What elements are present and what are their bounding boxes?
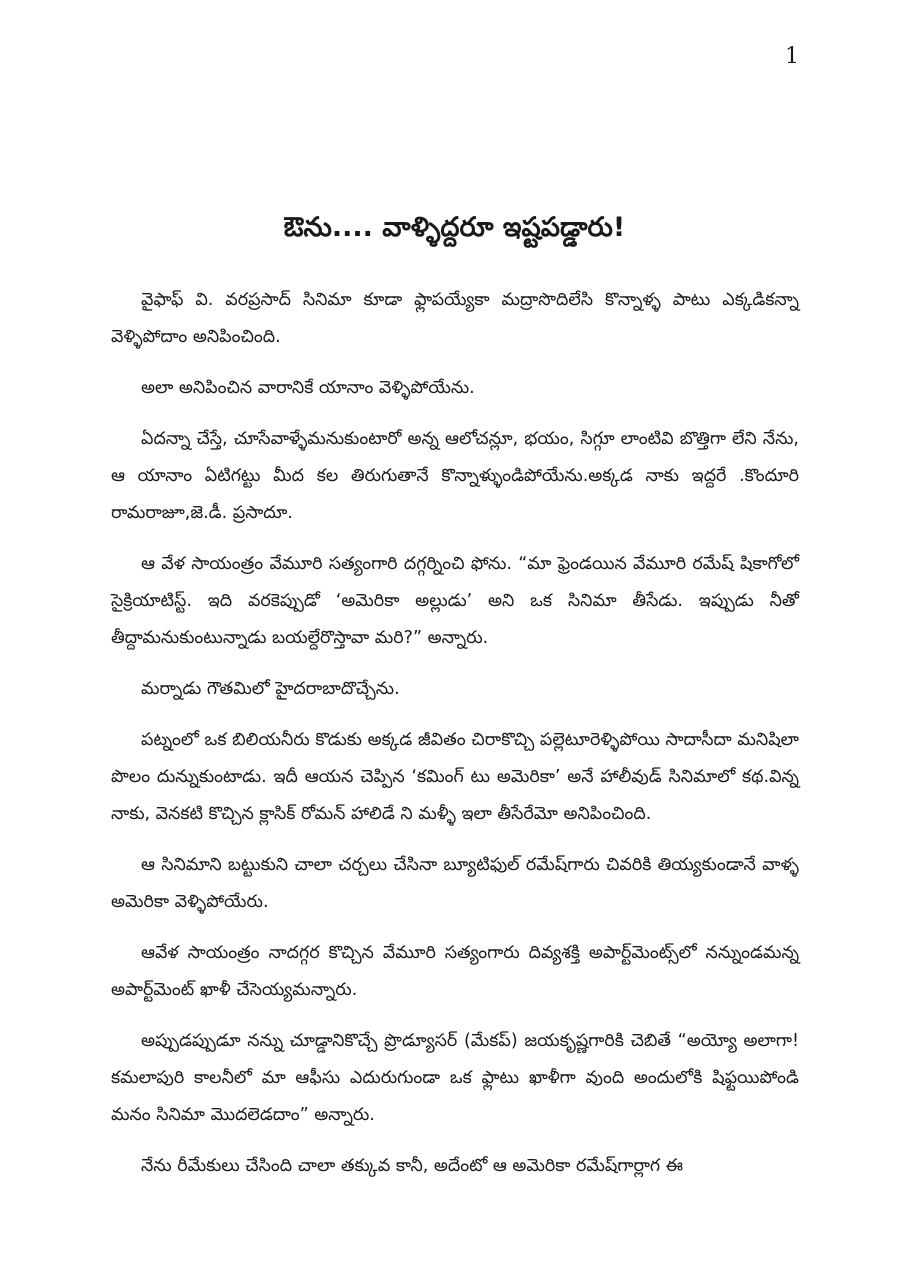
- paragraph: నేను రీమేకులు చేసింది చాలా తక్కువ కానీ, అదేంటో ఆ అమెరికా రమేష్‌గార్లాగ ఈ: [141, 1156, 684, 1176]
- chapter-title: ఔను.... వాళ్ళిద్దరూ ఇష్టపడ్డారు!: [283, 212, 626, 243]
- page-number: 1: [785, 44, 799, 69]
- paragraph: అలా అనిపించిన వారానికే యానాం వెళ్ళిపోయేను.: [141, 378, 475, 398]
- paragraph: పట్నంలో ఒక బిలియనీరు కొడుకు అక్కడ జీవితం చిరాకొచ్చి పల్లెటూరెళ్ళిపోయి సాదాసీదా మనిషిలా పొలం దున్నుకుంటాడు. ఇదీ ఆయన చెప్పిన ‘కమింగ్ టు అమెరికా’ అనే హాలీవుడ్ సినిమాలో కథ.విన్న నాకు, వెనకటి కొచ్చిన క్లాసిక్ రోమన్ హాలిడే ని మళ్ళీ ఇలా తీసేరేమో అనిపించింది.: [111, 730, 799, 824]
- paragraph: ఆ వేళ సాయంత్రం వేమూరి సత్యంగారి దగ్గర్నించి ఫోను. “మా ఫ్రెండయిన వేమూరి రమేష్ షికాగోలో సైక్రియాటిస్ట్. ఇది వరకెప్పుడో ‘అమెరికా అల్లుడు’ అని ఒక సినిమా తీసేడు. ఇప్పుడు నీతో తీద్దామనుకుంటున్నాడు బయల్దేరొస్తావా మరి?” అన్నారు.: [111, 554, 799, 648]
- paragraph: ఆ సినిమాని బట్టుకుని చాలా చర్చలు చేసినా బ్యూటిఫుల్ రమేష్‌గారు చివరికి తియ్యకుండానే వాళ్ళ అమెరికా వెళ్ళిపోయేరు.: [111, 855, 799, 912]
- paragraph: ఏదన్నా చేస్తే, చూసేవాళ్ళేమనుకుంటారో అన్న ఆలోచన్లూ, భయం, సిగ్గూ లాంటివి బొత్తిగా లేని నేను, ఆ యానాం ఏటిగట్టు మీద కల తిరుగుతానే కొన్నాళ్ళుండిపోయేను.అక్కడ నాకు ఇద్దరే .కొందూరి రామరాజూ,జె.డీ. ప్రసాదూ.: [111, 429, 799, 523]
- body-text: [111, 282, 799, 1195]
- paragraph: వైఫాఫ్ వి. వరప్రసాద్ సినిమా కూడా ఫ్లాపయ్యేకా మద్రాసొదిలేసి కొన్నాళ్ళ పాటు ఎక్కడికన్నా వెళ్ళిపోదాం అనిపించింది.: [111, 290, 799, 347]
- paragraph: అప్పుడప్పుడూ నన్ను చూడ్డానికొచ్చే ప్రొడ్యూసర్ (మేకప్) జయకృష్ణగారికి చెబితే “అయ్యో అలాగా!కమలాపురి కాలనీలో మా ఆఫీసు ఎదురుగుండా ఒక ఫ్లాటు ఖాళీగా వుంది అందులోకి షిఫ్టయిపోండి మనం సినిమా మొదలెడదాం” అన్నారు.: [111, 1031, 799, 1125]
- paragraph: ఆవేళ సాయంత్రం నాదగ్గర కొచ్చిన వేమూరి సత్యంగారు దివ్యశక్తి అపార్ట్‌మెంట్స్‌లో నన్నుండమన్న అపార్ట్‌మెంట్ ఖాళీ చేసెయ్యమన్నారు.: [111, 943, 799, 1000]
- paragraph: మర్నాడు గౌతమిలో హైదరాబాదొచ్చేను.: [141, 679, 400, 699]
